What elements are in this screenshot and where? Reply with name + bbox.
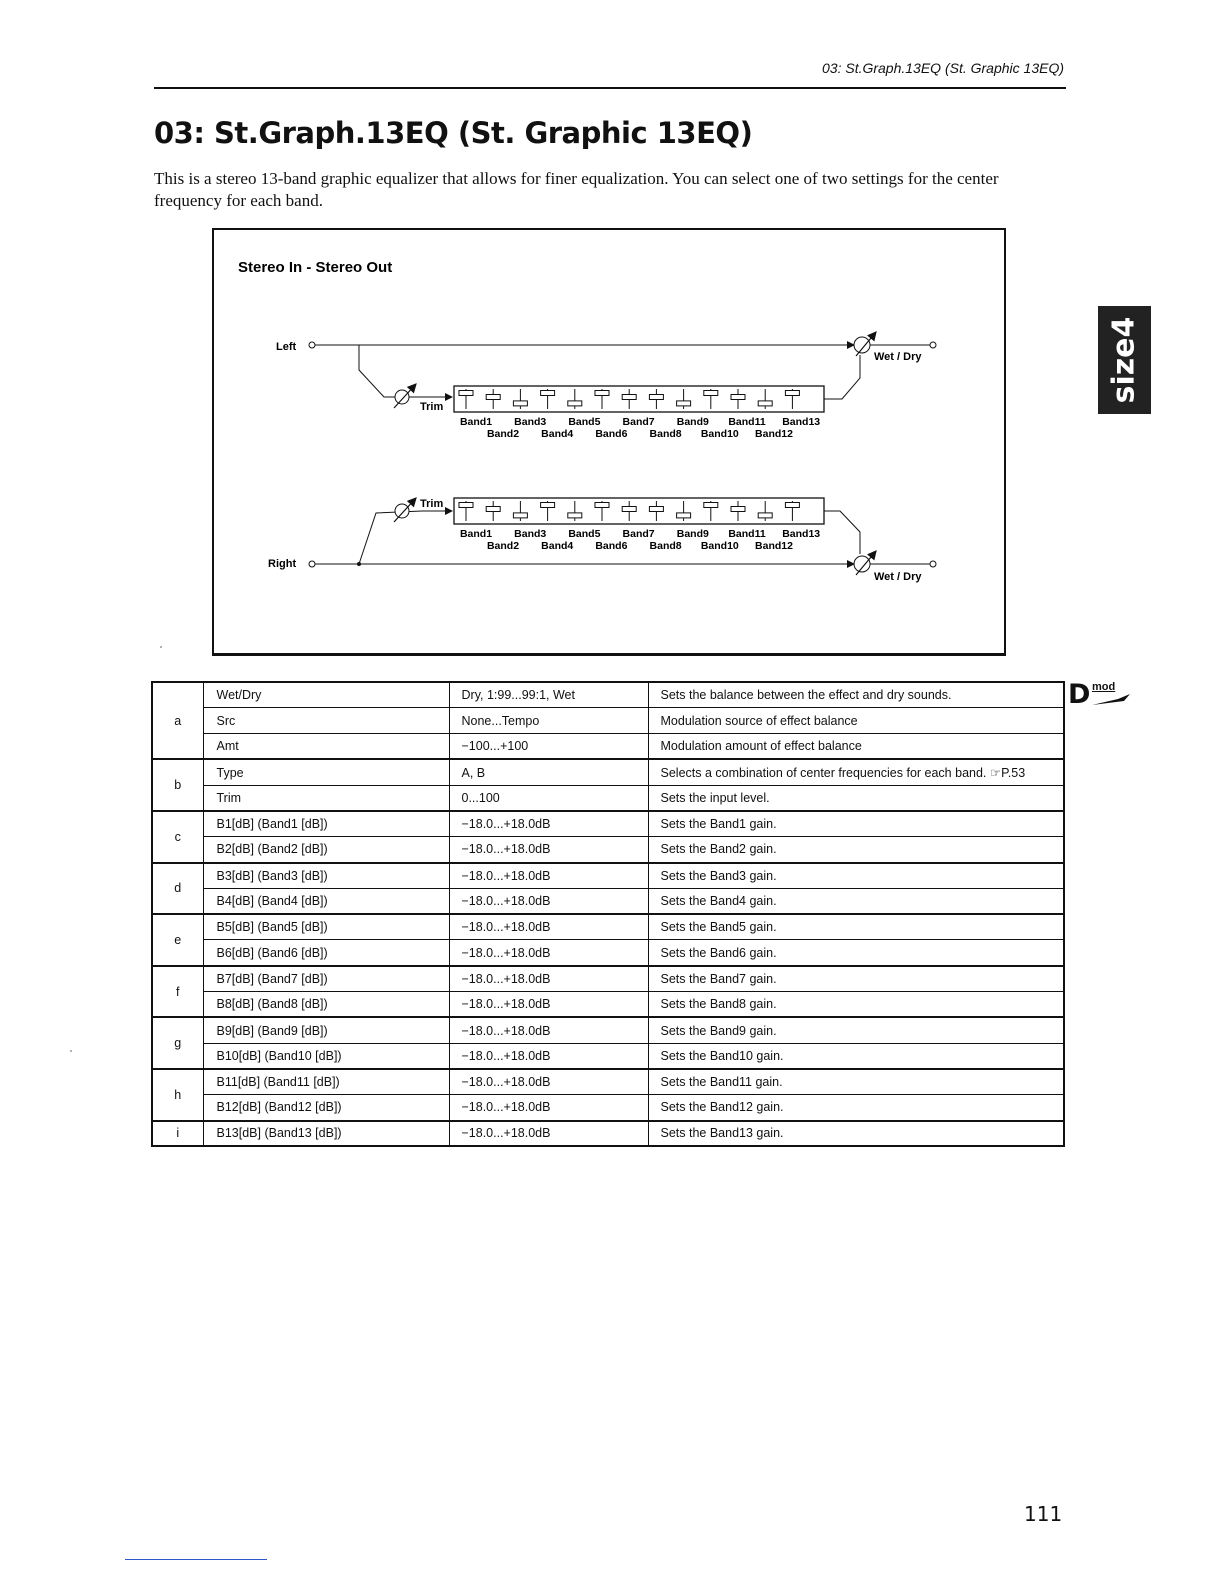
left-wetdry-label: Wet / Dry xyxy=(874,351,922,363)
band-label: Band3 xyxy=(514,416,547,428)
band-label: Band9 xyxy=(676,416,709,428)
band-label: Band8 xyxy=(649,540,682,552)
speck xyxy=(70,1050,72,1052)
table-row xyxy=(152,1095,1064,1121)
param-description: Sets the Band1 gain. xyxy=(648,811,1064,837)
param-name: Amt xyxy=(203,734,449,760)
param-range: −18.0...+18.0dB xyxy=(449,1017,648,1043)
slider-knob xyxy=(785,391,799,396)
slider-knob xyxy=(677,401,691,406)
slider-knob xyxy=(568,401,582,406)
band-label: Band6 xyxy=(595,428,628,440)
slider-knob xyxy=(731,507,745,512)
group-letter: f xyxy=(152,966,203,1018)
param-range: −18.0...+18.0dB xyxy=(449,888,648,914)
param-range: −18.0...+18.0dB xyxy=(449,1095,648,1121)
band-label: Band6 xyxy=(595,540,628,552)
left-send-path xyxy=(359,345,422,397)
running-header: 03: St.Graph.13EQ (St. Graphic 13EQ) xyxy=(822,60,1064,76)
param-description: Sets the Band7 gain. xyxy=(648,966,1064,992)
left-return-path xyxy=(824,355,860,399)
signal-flow-svg xyxy=(214,230,1004,653)
band-label: Band4 xyxy=(541,428,574,440)
dmod-logo xyxy=(1068,681,1132,709)
section-tab-label: size4 xyxy=(1106,316,1142,404)
slider-knob xyxy=(568,513,582,518)
intro-paragraph: This is a stereo 13-band graphic equalizer that allows for finer equalization. You can select one of two settings for the center frequency for each band. xyxy=(154,169,999,210)
slider-knob xyxy=(486,395,500,400)
right-return-path xyxy=(824,511,860,554)
band-label: Band9 xyxy=(676,528,709,540)
band-label: Band12 xyxy=(755,540,793,552)
slider-knob xyxy=(649,395,663,400)
table-row xyxy=(152,682,1064,708)
left-input-jack xyxy=(309,342,315,348)
slider-knob xyxy=(704,391,718,396)
band-label: Band2 xyxy=(486,540,520,552)
left-wetdry-knob xyxy=(854,337,870,353)
table-row xyxy=(152,966,1064,992)
band-label: Band11 xyxy=(728,416,766,428)
param-range: Dry, 1:99...99:1, Wet xyxy=(449,682,648,708)
param-description: Modulation amount of effect balance xyxy=(648,734,1064,760)
param-range: −18.0...+18.0dB xyxy=(449,811,648,837)
left-trim-knob xyxy=(395,390,409,404)
diagram-heading: Stereo In - Stereo Out xyxy=(238,259,393,276)
header-rule xyxy=(154,87,1066,89)
param-range: −18.0...+18.0dB xyxy=(449,1121,648,1147)
slider-knob xyxy=(486,507,500,512)
left-band-labels-even xyxy=(487,428,793,440)
param-range: 0...100 xyxy=(449,785,648,811)
slider-knob xyxy=(704,503,718,508)
group-letter: i xyxy=(152,1121,203,1147)
group-letter: d xyxy=(152,863,203,915)
param-range: −18.0...+18.0dB xyxy=(449,914,648,940)
left-input-label: Left xyxy=(276,341,297,353)
table-row xyxy=(152,992,1064,1018)
slider-knob xyxy=(622,507,636,512)
param-description: Modulation source of effect balance xyxy=(648,708,1064,734)
band-label: Band5 xyxy=(568,416,601,428)
param-description: Sets the input level. xyxy=(648,785,1064,811)
table-row xyxy=(152,734,1064,760)
group-letter: e xyxy=(152,914,203,966)
group-letter: a xyxy=(152,682,203,759)
param-range: −18.0...+18.0dB xyxy=(449,940,648,966)
right-eq-block xyxy=(454,498,824,524)
param-description: Sets the Band5 gain. xyxy=(648,914,1064,940)
param-name: Trim xyxy=(203,785,449,811)
right-send-path xyxy=(359,511,422,564)
param-description: Sets the Band3 gain. xyxy=(648,863,1064,889)
param-name: B11[dB] (Band11 [dB]) xyxy=(203,1069,449,1095)
table-row xyxy=(152,759,1064,785)
param-name: B9[dB] (Band9 [dB]) xyxy=(203,1017,449,1043)
param-description: Sets the balance between the effect and dry sounds. xyxy=(648,682,1064,708)
band-label: Band12 xyxy=(755,428,793,440)
band-label: Band1 xyxy=(459,528,493,540)
param-description: Sets the Band12 gain. xyxy=(648,1095,1064,1121)
speck xyxy=(160,646,162,648)
slider-knob xyxy=(622,395,636,400)
table-row xyxy=(152,863,1064,889)
param-name: Type xyxy=(203,759,449,785)
param-description: Sets the Band8 gain. xyxy=(648,992,1064,1018)
group-letter: c xyxy=(152,811,203,863)
slider-knob xyxy=(731,395,745,400)
right-output-jack xyxy=(930,561,936,567)
param-description: Sets the Band2 gain. xyxy=(648,837,1064,863)
param-description: Sets the Band9 gain. xyxy=(648,1017,1064,1043)
group-letter: h xyxy=(152,1069,203,1121)
param-range: −18.0...+18.0dB xyxy=(449,837,648,863)
param-description: Sets the Band6 gain. xyxy=(648,940,1064,966)
slider-knob xyxy=(541,503,555,508)
parameter-table xyxy=(151,681,1065,1147)
param-name: B5[dB] (Band5 [dB]) xyxy=(203,914,449,940)
param-range: −100...+100 xyxy=(449,734,648,760)
table-row xyxy=(152,888,1064,914)
right-input-jack xyxy=(309,561,315,567)
left-eq-block xyxy=(454,386,824,412)
right-band-labels-odd xyxy=(460,528,820,540)
table-row xyxy=(152,1121,1064,1147)
table-row xyxy=(152,785,1064,811)
signal-flow-diagram xyxy=(212,228,1006,656)
param-range: None...Tempo xyxy=(449,708,648,734)
slider-knob xyxy=(459,503,473,508)
slider-knob xyxy=(785,503,799,508)
slider-knob xyxy=(513,401,527,406)
param-name: B10[dB] (Band10 [dB]) xyxy=(203,1043,449,1069)
slider-knob xyxy=(459,391,473,396)
table-row xyxy=(152,1043,1064,1069)
band-label: Band10 xyxy=(700,540,739,552)
param-name: B3[dB] (Band3 [dB]) xyxy=(203,863,449,889)
band-label: Band13 xyxy=(782,528,821,540)
dmod-logo-mod: mod xyxy=(1092,681,1116,693)
table-row xyxy=(152,940,1064,966)
footer-line xyxy=(125,1559,267,1560)
group-letter: g xyxy=(152,1017,203,1069)
table-row xyxy=(152,708,1064,734)
band-label: Band10 xyxy=(700,428,739,440)
table-row xyxy=(152,1069,1064,1095)
slider-knob xyxy=(677,513,691,518)
param-name: B4[dB] (Band4 [dB]) xyxy=(203,888,449,914)
right-trim-knob xyxy=(395,504,409,518)
band-label: Band4 xyxy=(541,540,574,552)
slider-knob xyxy=(595,391,609,396)
param-range: A, B xyxy=(449,759,648,785)
slider-knob xyxy=(758,513,772,518)
slider-knob xyxy=(758,401,772,406)
left-output-jack xyxy=(930,342,936,348)
table-row xyxy=(152,811,1064,837)
page-title: 03: St.Graph.13EQ (St. Graphic 13EQ) xyxy=(154,116,753,150)
table-row xyxy=(152,914,1064,940)
param-description: Sets the Band10 gain. xyxy=(648,1043,1064,1069)
table-row xyxy=(152,837,1064,863)
param-name: B12[dB] (Band12 [dB]) xyxy=(203,1095,449,1121)
right-trim-label: Trim xyxy=(420,498,444,510)
band-label: Band13 xyxy=(782,416,821,428)
param-description: Sets the Band13 gain. xyxy=(648,1121,1064,1147)
band-label: Band5 xyxy=(568,528,601,540)
param-name: B6[dB] (Band6 [dB]) xyxy=(203,940,449,966)
slider-knob xyxy=(595,503,609,508)
param-name: B13[dB] (Band13 [dB]) xyxy=(203,1121,449,1147)
param-description: Sets the Band11 gain. xyxy=(648,1069,1064,1095)
param-range: −18.0...+18.0dB xyxy=(449,1043,648,1069)
slider-knob xyxy=(649,507,663,512)
band-label: Band7 xyxy=(622,528,655,540)
param-description: Selects a combination of center frequencies for each band. ☞P.53 xyxy=(648,759,1064,785)
section-tab xyxy=(1098,306,1151,414)
slider-knob xyxy=(541,391,555,396)
left-trim-label: Trim xyxy=(420,401,444,413)
param-range: −18.0...+18.0dB xyxy=(449,863,648,889)
param-name: B7[dB] (Band7 [dB]) xyxy=(203,966,449,992)
param-name: Src xyxy=(203,708,449,734)
slider-knob xyxy=(513,513,527,518)
band-label: Band2 xyxy=(486,428,520,440)
param-range: −18.0...+18.0dB xyxy=(449,992,648,1018)
param-description: Sets the Band4 gain. xyxy=(648,888,1064,914)
left-band-labels-odd xyxy=(460,416,820,428)
band-label: Band11 xyxy=(728,528,766,540)
dmod-logo-d: D xyxy=(1068,679,1091,710)
right-band-labels-even xyxy=(487,540,793,552)
band-label: Band3 xyxy=(514,528,547,540)
param-name: Wet/Dry xyxy=(203,682,449,708)
right-wetdry-knob xyxy=(854,556,870,572)
right-wetdry-label: Wet / Dry xyxy=(874,571,922,583)
band-label: Band7 xyxy=(622,416,655,428)
dmod-logo-swoosh xyxy=(1090,693,1130,707)
param-name: B2[dB] (Band2 [dB]) xyxy=(203,837,449,863)
band-label: Band8 xyxy=(649,428,682,440)
param-name: B1[dB] (Band1 [dB]) xyxy=(203,811,449,837)
band-label: Band1 xyxy=(459,416,493,428)
param-name: B8[dB] (Band8 [dB]) xyxy=(203,992,449,1018)
table-row xyxy=(152,1017,1064,1043)
group-letter: b xyxy=(152,759,203,811)
right-input-label: Right xyxy=(268,558,297,570)
param-range: −18.0...+18.0dB xyxy=(449,1069,648,1095)
page-number: 111 xyxy=(1024,1502,1063,1526)
param-range: −18.0...+18.0dB xyxy=(449,966,648,992)
